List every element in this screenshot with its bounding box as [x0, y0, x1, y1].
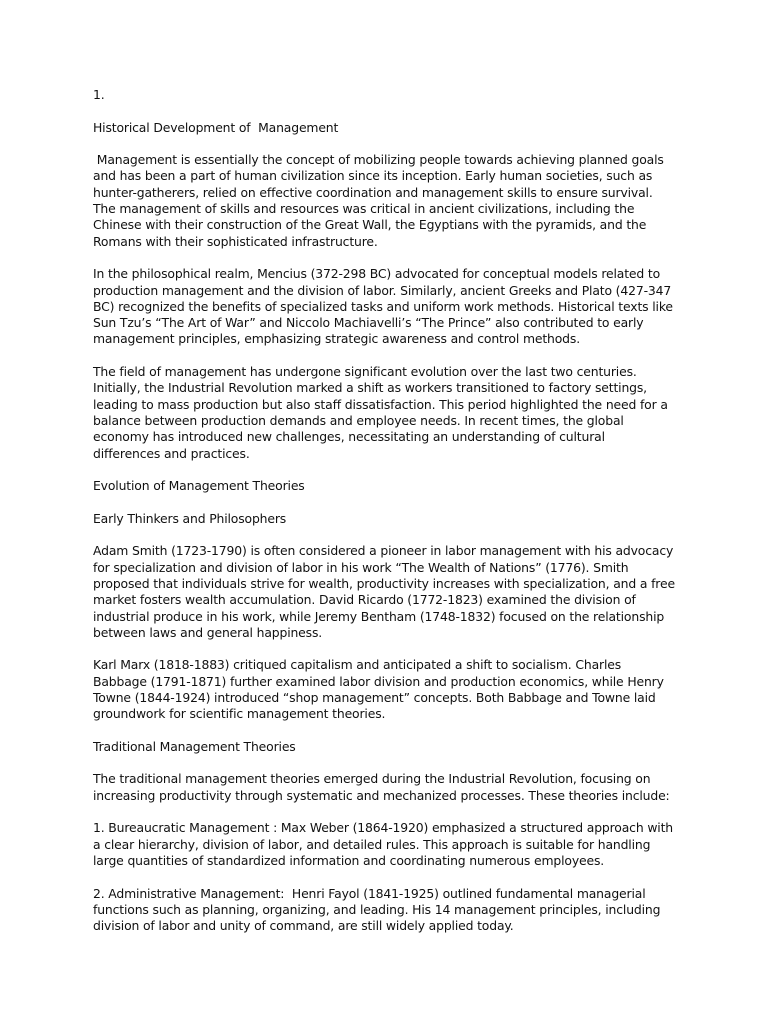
heading-early-thinkers: Early Thinkers and Philosophers — [93, 510, 287, 526]
list-item-bureaucratic: 1. Bureaucratic Management : Max Weber (1864-1920) emphasized a structured approach with a clear hierarchy, division of labor, and detailed rules. This approach is suitable for handling large quantities of standardized information and coordinating numerous employees. — [93, 820, 677, 868]
paragraph-evolution-field: The field of management has undergone significant evolution over the last two centuries. Initially, the Industrial Revolution marked a shift as workers transitioned to factory settings, leading to mass production but also staff dissatisfaction. This period highlighted the need for a balance between production demands and employee needs. In recent times, the global economy has introduced new challenges, necessitating an understanding of cultural differences and practices. — [93, 364, 672, 461]
heading-traditional: Traditional Management Theories — [93, 738, 296, 754]
section-number: 1. — [93, 87, 105, 102]
paragraph-traditional-intro: The traditional management theories emerged during the Industrial Revolution, focusing on increasing productivity through systematic and mechanized processes. These theories include: — [93, 771, 670, 803]
document-body — [93, 87, 679, 951]
heading-evolution: Evolution of Management Theories — [93, 478, 305, 494]
paragraph-philosophical: In the philosophical realm, Mencius (372-298 BC) advocated for conceptual models related to production management and the division of labor. Similarly, ancient Greeks and Plato (427-347 BC) recognized the benefits of specialized tasks and uniform work methods. Historical texts like Sun Tzu’s “The Art of War” and Niccolo Machiavelli’s “The Prince” also contributed to early management principles, emphasizing strategic awareness and control methods. — [93, 266, 677, 347]
paragraph-marx: Karl Marx (1818-1883) critiqued capitalism and anticipated a shift to socialism. Charles Babbage (1791-1871) further examined labor division and production economics, while Henry Towne (1844-1924) introduced “shop management” concepts. Both Babbage and Towne laid groundwork for scientific management theories. — [93, 657, 668, 722]
document-title: Historical Development of Management — [93, 119, 339, 135]
list-item-administrative: 2. Administrative Management: Henri Fayol (1841-1925) outlined fundamental managerial functions such as planning, organizing, and leading. His 14 management principles, including division of labor and unity of command, are still widely applied today. — [93, 885, 665, 934]
paragraph-smith: Adam Smith (1723-1790) is often considered a pioneer in labor management with his advocacy for specialization and division of labor in his work “The Wealth of Nations” (1776). Smith proposed that individuals strive for wealth, productivity increases with specialization, and a free market fosters wealth accumulation. David Ricardo (1772-1823) examined the division of industrial produce in his work, while Jeremy Bentham (1748-1832) focused on the relationship between laws and general happiness. — [93, 543, 679, 640]
paragraph-intro: Management is essentially the concept of mobilizing people towards achieving planned goals and has been a part of human civilization since its inception. Early human societies, such as hunter-gatherers, relied on effective coordination and management skills to ensure survival. The management of skills and resources was critical in ancient civilizations, including the Chinese with their construction of the Great Wall, the Egyptians with the pyramids, and the Romans with their sophisticated infrastructure. — [93, 152, 668, 249]
